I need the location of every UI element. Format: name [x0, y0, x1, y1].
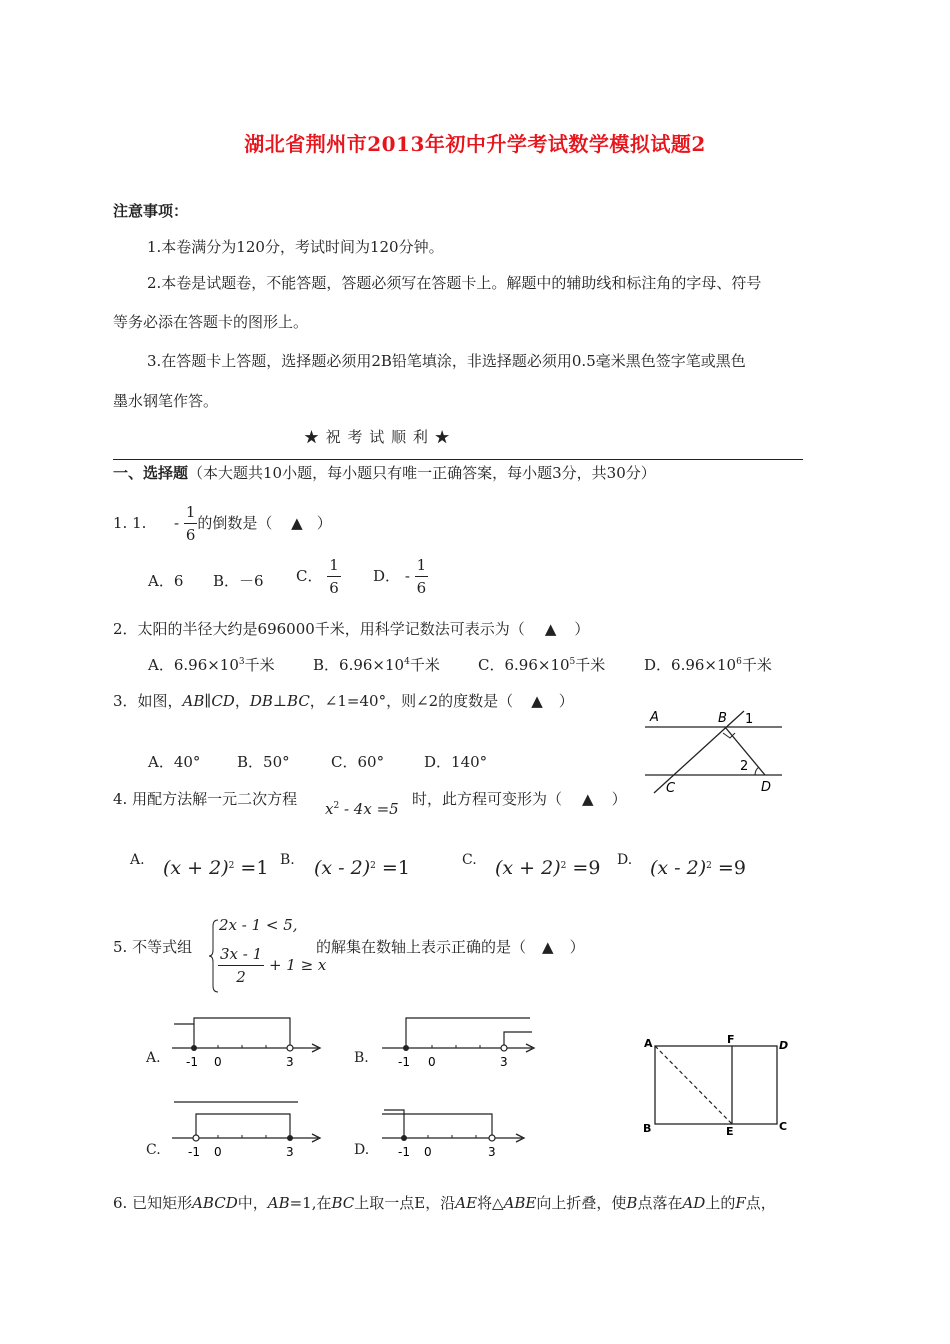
q3-cond-1: AB∥CD [182, 692, 235, 710]
q4-eq-exp: 2 [333, 801, 340, 811]
q4-mark: ▲ [582, 790, 594, 808]
q4-b-exp: 2 [370, 861, 376, 871]
question-6 [113, 1192, 776, 1213]
q1-c-den: 6 [329, 579, 339, 597]
q4-option-d [650, 857, 746, 879]
q4-eq-x: x [325, 800, 334, 818]
q2-text: 2．太阳的半径大约是696000千米，用科学记数法可表示为（ [113, 620, 525, 638]
q6-v4: AE [455, 1194, 478, 1212]
q1-fraction [184, 505, 198, 543]
q3-figure [640, 703, 790, 800]
q5-option-b-number-line [380, 1010, 540, 1072]
q2-b-base: B．6.96×10 [313, 656, 405, 674]
q5-option-d-number-line [380, 1100, 530, 1162]
q5-ineq2-rest: + 1 ≥ x [268, 956, 327, 974]
section-divider [113, 459, 803, 460]
q4-a-expr: (x + 2) [163, 857, 229, 879]
q4-d-rhs: =9 [711, 857, 746, 879]
q4-b-expr: (x - 2) [314, 857, 371, 879]
q1-num: 1 [184, 505, 198, 524]
q2-option-a [148, 654, 275, 675]
q3-option-d: D．140° [424, 753, 488, 771]
q6-p7: 点落在 [637, 1194, 683, 1212]
q5-option-c-number-line [170, 1100, 325, 1162]
q5-prefix: 5. 不等式组 [113, 938, 193, 956]
question-3 [113, 690, 574, 711]
q2-a-exp: 3 [238, 657, 245, 667]
fig-label-b: B [718, 711, 727, 726]
q4-d-exp: 2 [706, 861, 712, 871]
b-tick-0: 0 [428, 1055, 436, 1069]
c-tick-0: 0 [214, 1145, 222, 1159]
q1-option-c-fraction [327, 558, 341, 596]
q6-v8: F [735, 1194, 746, 1212]
notice-item-2-line-2: 等务必添在答题卡的图形上。 [113, 313, 309, 331]
q2-mark: ▲ [544, 620, 557, 638]
q2-d-exp: 6 [736, 657, 742, 667]
q2-c-exp: 5 [569, 657, 576, 667]
q5-inequality-2 [218, 947, 326, 985]
q4-c-exp: 2 [560, 861, 567, 871]
q1-option-a: A．6 [148, 572, 184, 590]
q1-option-d-fraction [415, 558, 429, 596]
q1-d-den: 6 [416, 579, 427, 597]
rect-label-d: D [779, 1039, 789, 1052]
q3-option-c: C．60° [331, 753, 385, 771]
q4-option-c [495, 857, 600, 879]
q1-c-num: 1 [327, 558, 341, 577]
q4-option-b [314, 857, 410, 879]
q4-a-exp: 2 [228, 861, 235, 871]
q4-option-a [163, 857, 268, 879]
q2-d-unit: 千米 [741, 656, 772, 674]
q5-option-c-label: C. [146, 1142, 161, 1158]
q1-close: ） [316, 514, 332, 532]
q1-mark: ▲ [291, 514, 303, 532]
q3-prefix: 3．如图， [113, 692, 183, 710]
q2-c-unit: 千米 [575, 656, 606, 674]
q3-mark: ▲ [531, 692, 543, 710]
q4-a-rhs: =1 [234, 857, 269, 879]
q5-ineq2-fraction [218, 947, 264, 985]
q2-b-unit: 千米 [409, 656, 440, 674]
q1-den: 6 [185, 526, 196, 544]
q5-option-b-label: B. [354, 1050, 369, 1066]
q4-tail [412, 788, 627, 809]
rect-label-e: E [726, 1125, 734, 1135]
q2-close: ） [574, 620, 590, 638]
q6-p8: 上的 [705, 1194, 736, 1212]
question-4 [113, 788, 297, 809]
q2-option-d [644, 654, 772, 675]
q4-option-d-label: D. [617, 852, 633, 868]
blessing: ★ 祝 考 试 顺 利 ★ [304, 428, 451, 446]
q6-p5: 将△ [477, 1194, 504, 1212]
a-tick-neg1: -1 [186, 1055, 198, 1069]
q1-d-neg: - [404, 567, 410, 585]
fig-label-d: D [761, 780, 772, 795]
q1-d-num: 1 [415, 558, 429, 577]
q6-p3: =1,在 [289, 1194, 332, 1212]
notice-item-2-line-1: 2.本卷是试题卷，不能答题，答题必须写在答题卡上。解题中的辅助线和标注角的字母、符号 [147, 274, 762, 292]
q3-rest: ，∠1=40°，则∠2的度数是（ [309, 692, 514, 710]
q2-option-c [478, 654, 605, 675]
rect-label-f: F [727, 1035, 735, 1046]
d-tick-neg1: -1 [398, 1145, 410, 1159]
notice-item-3-line-1: 3.在答题卡上答题，选择题必须用2B铅笔填涂，非选择题必须用0.5毫米黑色签字笔或黑色 [147, 352, 746, 370]
a-tick-3: 3 [286, 1055, 294, 1069]
q4-text: 4. 用配方法解一元二次方程 [113, 790, 298, 808]
q5-option-a-label: A. [146, 1050, 161, 1066]
q6-p2: 中， [237, 1194, 268, 1212]
q4-c-rhs: =9 [566, 857, 601, 879]
q4-option-c-label: C. [462, 852, 477, 868]
q5-option-d-label: D. [354, 1142, 370, 1158]
q1-option-b: B．－6 [213, 572, 264, 590]
q5-inequality-1: 2x - 1 < 5, [219, 916, 298, 934]
question-2 [113, 618, 589, 639]
rect-label-a: A [644, 1037, 653, 1050]
d-tick-3: 3 [488, 1145, 496, 1159]
q4-equation [325, 800, 399, 818]
q6-p9: 点， [745, 1194, 776, 1212]
q5-ineq2-den: 2 [236, 968, 246, 986]
q1-option-c [296, 558, 341, 596]
rect-label-b: B [643, 1122, 652, 1135]
q1-text: 的倒数是（ [197, 514, 273, 532]
q4-d-expr: (x - 2) [650, 857, 707, 879]
q6-rectangle-figure [640, 1035, 800, 1135]
d-tick-0: 0 [424, 1145, 432, 1159]
q1-option-d-label: D． [373, 567, 401, 585]
q5-mark: ▲ [542, 938, 554, 956]
q4-eq-rest: - 4x =5 [339, 800, 399, 818]
q2-c-base: C．6.96×10 [478, 656, 570, 674]
q6-v3: BC [331, 1194, 355, 1212]
q3-option-b: B．50° [237, 753, 290, 771]
q5-ineq2-num: 3x - 1 [218, 947, 264, 966]
q6-p4: 上取一点E，沿 [354, 1194, 456, 1212]
rect-label-c: C [779, 1120, 788, 1133]
question-1 [113, 505, 332, 543]
fig-label-2: 2 [740, 759, 749, 774]
q1-prefix: 1. 1. [113, 514, 147, 532]
c-tick-neg1: -1 [188, 1145, 200, 1159]
section-1-heading [113, 462, 656, 483]
q2-b-exp: 4 [404, 657, 410, 667]
q4-c-expr: (x + 2) [495, 857, 561, 879]
b-tick-3: 3 [500, 1055, 508, 1069]
q6-v1: ABCD [192, 1194, 238, 1212]
q4-b-rhs: =1 [375, 857, 410, 879]
q5-tail [316, 936, 585, 957]
q3-sep: ， [234, 692, 250, 710]
notice-item-3-line-2: 墨水钢笔作答。 [113, 392, 219, 410]
q6-p6: 向上折叠，使 [536, 1194, 627, 1212]
q2-a-base: A．6.96×10 [148, 656, 239, 674]
notice-heading: 注意事项： [113, 202, 189, 220]
q4-option-a-label: A. [130, 852, 145, 868]
q5-close: ） [569, 938, 585, 956]
q2-d-base: D．6.96×10 [644, 656, 737, 674]
q6-p1: 6. 已知矩形 [113, 1194, 193, 1212]
q4-text-2: 时，此方程可变形为（ [412, 790, 563, 808]
q3-cond-2: DB⊥BC [249, 692, 310, 710]
c-tick-3: 3 [286, 1145, 294, 1159]
q6-v2: AB [267, 1194, 290, 1212]
q1-option-d [373, 558, 428, 596]
q3-option-a: A．40° [148, 753, 201, 771]
q6-v5: ABE [503, 1194, 537, 1212]
q1-neg: - [173, 514, 180, 532]
q4-option-b-label: B. [280, 852, 295, 868]
section-1-title: 一、选择题 [113, 464, 189, 482]
q6-v6: B [626, 1194, 638, 1212]
fig-label-1: 1 [745, 712, 754, 727]
a-tick-0: 0 [214, 1055, 222, 1069]
page-title: 湖北省荆州市2013年初中升学考试数学模拟试题2 [244, 132, 706, 156]
q1-option-c-label: C． [296, 567, 323, 585]
fig-label-a: A [650, 710, 659, 725]
section-1-note: （本大题共10小题，每小题只有唯一正确答案，每小题3分，共30分） [188, 464, 656, 482]
q4-close: ） [611, 790, 627, 808]
b-tick-neg1: -1 [398, 1055, 410, 1069]
angle-2-arc [755, 767, 759, 775]
q5-option-a-number-line [170, 1010, 325, 1072]
fig-label-c: C [666, 781, 676, 796]
q2-a-unit: 千米 [244, 656, 275, 674]
q2-option-b [313, 654, 440, 675]
q5-text: 的解集在数轴上表示正确的是（ [316, 938, 527, 956]
q3-close: ） [558, 692, 574, 710]
notice-item-1: 1.本卷满分为120分，考试时间为120分钟。 [147, 238, 444, 256]
q6-v7: AD [682, 1194, 706, 1212]
